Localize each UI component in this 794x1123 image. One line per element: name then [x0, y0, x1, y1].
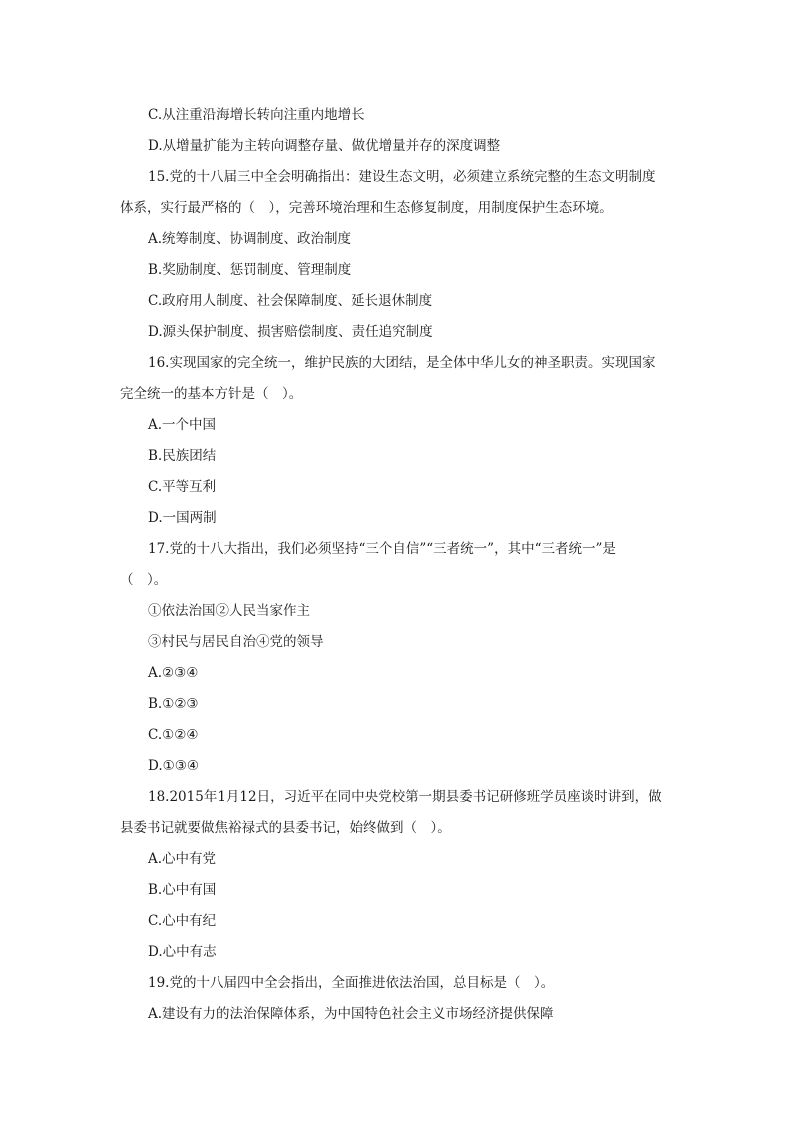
- text-line: ③村民与居民自治④党的领导: [148, 634, 324, 650]
- text-line: C.政府用人制度、社会保障制度、延长退休制度: [148, 293, 433, 309]
- text-line: C.①②④: [148, 727, 199, 743]
- text-line: D.一国两制: [148, 510, 217, 526]
- text-line: D.①③④: [148, 758, 199, 774]
- text-line: 19.党的十八届四中全会指出，全面推进依法治国，总目标是（ ）。: [148, 975, 555, 991]
- text-line: A.统筹制度、协调制度、政治制度: [148, 231, 352, 247]
- text-line: A.建设有力的法治保障体系，为中国特色社会主义市场经济提供保障: [148, 1006, 554, 1022]
- text-line: 完全统一的基本方针是（ ）。: [120, 386, 303, 402]
- text-line: 县委书记就要做焦裕禄式的县委书记，始终做到（ ）。: [120, 820, 451, 836]
- text-line: A.心中有党: [148, 851, 217, 867]
- text-line: 18.2015年1月12日，习近平在同中央党校第一期县委书记研修班学员座谈时讲到，做: [148, 789, 662, 805]
- text-line: D.心中有志: [148, 944, 217, 960]
- text-line: B.民族团结: [148, 448, 217, 464]
- text-line: ①依法治国②人民当家作主: [148, 603, 310, 619]
- text-line: B.奖励制度、惩罚制度、管理制度: [148, 262, 352, 278]
- text-line: 体系，实行最严格的（ ），完善环境治理和生态修复制度，用制度保护生态环境。: [120, 200, 613, 216]
- text-line: C.心中有纪: [148, 913, 217, 929]
- text-line: C.平等互利: [148, 479, 217, 495]
- text-line: D.源头保护制度、损害赔偿制度、责任追究制度: [148, 324, 433, 340]
- text-line: A.②③④: [148, 665, 199, 681]
- text-line: B.心中有国: [148, 882, 217, 898]
- text-line: 16.实现国家的完全统一，维护民族的大团结，是全体中华儿女的神圣职责。实现国家: [148, 355, 656, 371]
- text-line: 17.党的十八大指出，我们必须坚持“三个自信”“三者统一”，其中“三者统一”是: [148, 541, 616, 557]
- text-line: B.①②③: [148, 696, 199, 712]
- text-line: （ ）。: [120, 572, 168, 588]
- text-line: D.从增量扩能为主转向调整存量、做优增量并存的深度调整: [148, 138, 501, 154]
- document-body: [120, 103, 680, 1033]
- text-line: A.一个中国: [148, 417, 217, 433]
- text-line: 15.党的十八届三中全会明确指出：建设生态文明，必须建立系统完整的生态文明制度: [148, 169, 656, 185]
- text-line: C.从注重沿海增长转向注重内地增长: [148, 107, 365, 123]
